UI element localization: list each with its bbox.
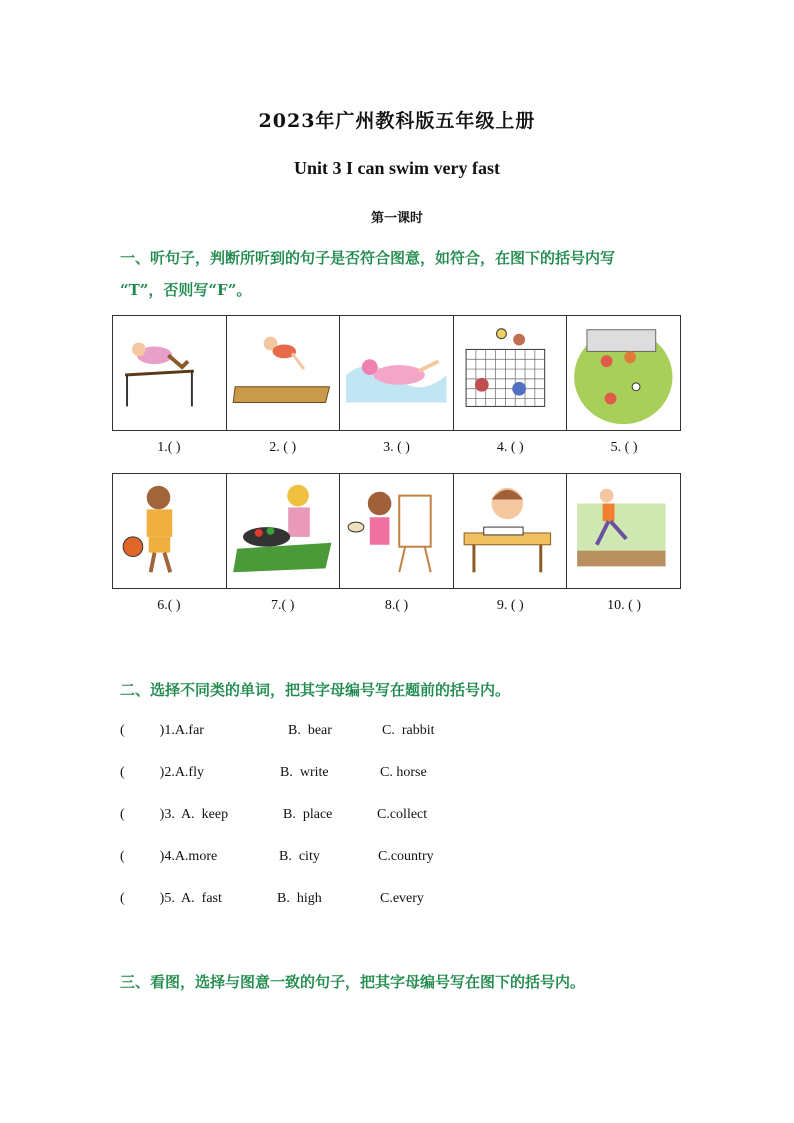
question-2-a[interactable]: ( )2.A.fly [120,765,204,780]
page-title: 2023年广州教科版五年级上册 [258,110,536,132]
section1-line2: “T”，否则写“F”。 [120,281,252,299]
volleyball-picture [454,316,568,430]
question-2 [120,765,680,785]
question-1-b: B. bear [288,723,332,738]
swimming-picture [340,316,454,430]
answer-blank-10[interactable]: 10. ( ) [607,598,641,613]
football-picture [567,316,680,430]
question-3-a[interactable]: ( )3. A. keep [120,807,229,822]
label-row-2 [112,598,681,614]
section3-heading: 三、看图，选择与图意一致的句子，把其字母编号写在图下的括号内。 [120,973,586,991]
question-2-c: C. horse [380,765,427,780]
reading-picture [454,474,568,588]
running-picture [567,474,680,588]
question-4-b: B. city [279,849,320,864]
question-4 [120,849,680,869]
lesson-label: 第一课时 [370,211,423,226]
cooking-picture [227,474,341,588]
basketball-picture [113,474,227,588]
answer-blank-7[interactable]: 7.( ) [271,598,295,613]
question-1-c: C. rabbit [382,723,435,738]
long-jump-picture [227,316,341,430]
section1-heading [120,242,690,306]
high-jump-picture [113,316,227,430]
question-5-b: B. high [277,891,322,906]
label-row-1 [112,440,681,456]
question-1 [120,723,680,743]
answer-blank-4[interactable]: 4. ( ) [496,440,524,455]
section2-heading: 二、选择不同类的单词，把其字母编号写在题前的括号内。 [120,681,511,699]
answer-blank-2[interactable]: 2. ( ) [269,440,297,455]
question-5-a[interactable]: ( )5. A. fast [120,891,222,906]
question-1-a[interactable]: ( )1.A.far [120,723,204,738]
question-5-c: C.every [380,891,424,906]
question-4-c: C.country [378,849,434,864]
painting-picture [340,474,454,588]
section1-line1: 一、听句子，判断所听到的句子是否符合图意，如符合，在图下的括号内写 [120,249,616,267]
answer-blank-9[interactable]: 9. ( ) [496,598,524,613]
answer-blank-3[interactable]: 3. ( ) [383,440,410,455]
question-3-b: B. place [283,807,333,822]
picture-row-1 [112,315,681,431]
answer-blank-5[interactable]: 5. ( ) [610,440,638,455]
question-2-b: B. write [280,765,329,780]
question-3-c: C.collect [377,807,428,822]
question-3 [120,807,680,827]
question-5 [120,891,680,911]
answer-blank-6[interactable]: 6.( ) [157,598,181,613]
picture-row-2 [112,473,681,589]
answer-blank-1[interactable]: 1.( ) [157,440,181,455]
unit-title: Unit 3 I can swim very fast [294,158,500,178]
question-4-a[interactable]: ( )4.A.more [120,849,218,864]
answer-blank-8[interactable]: 8.( ) [384,598,409,613]
